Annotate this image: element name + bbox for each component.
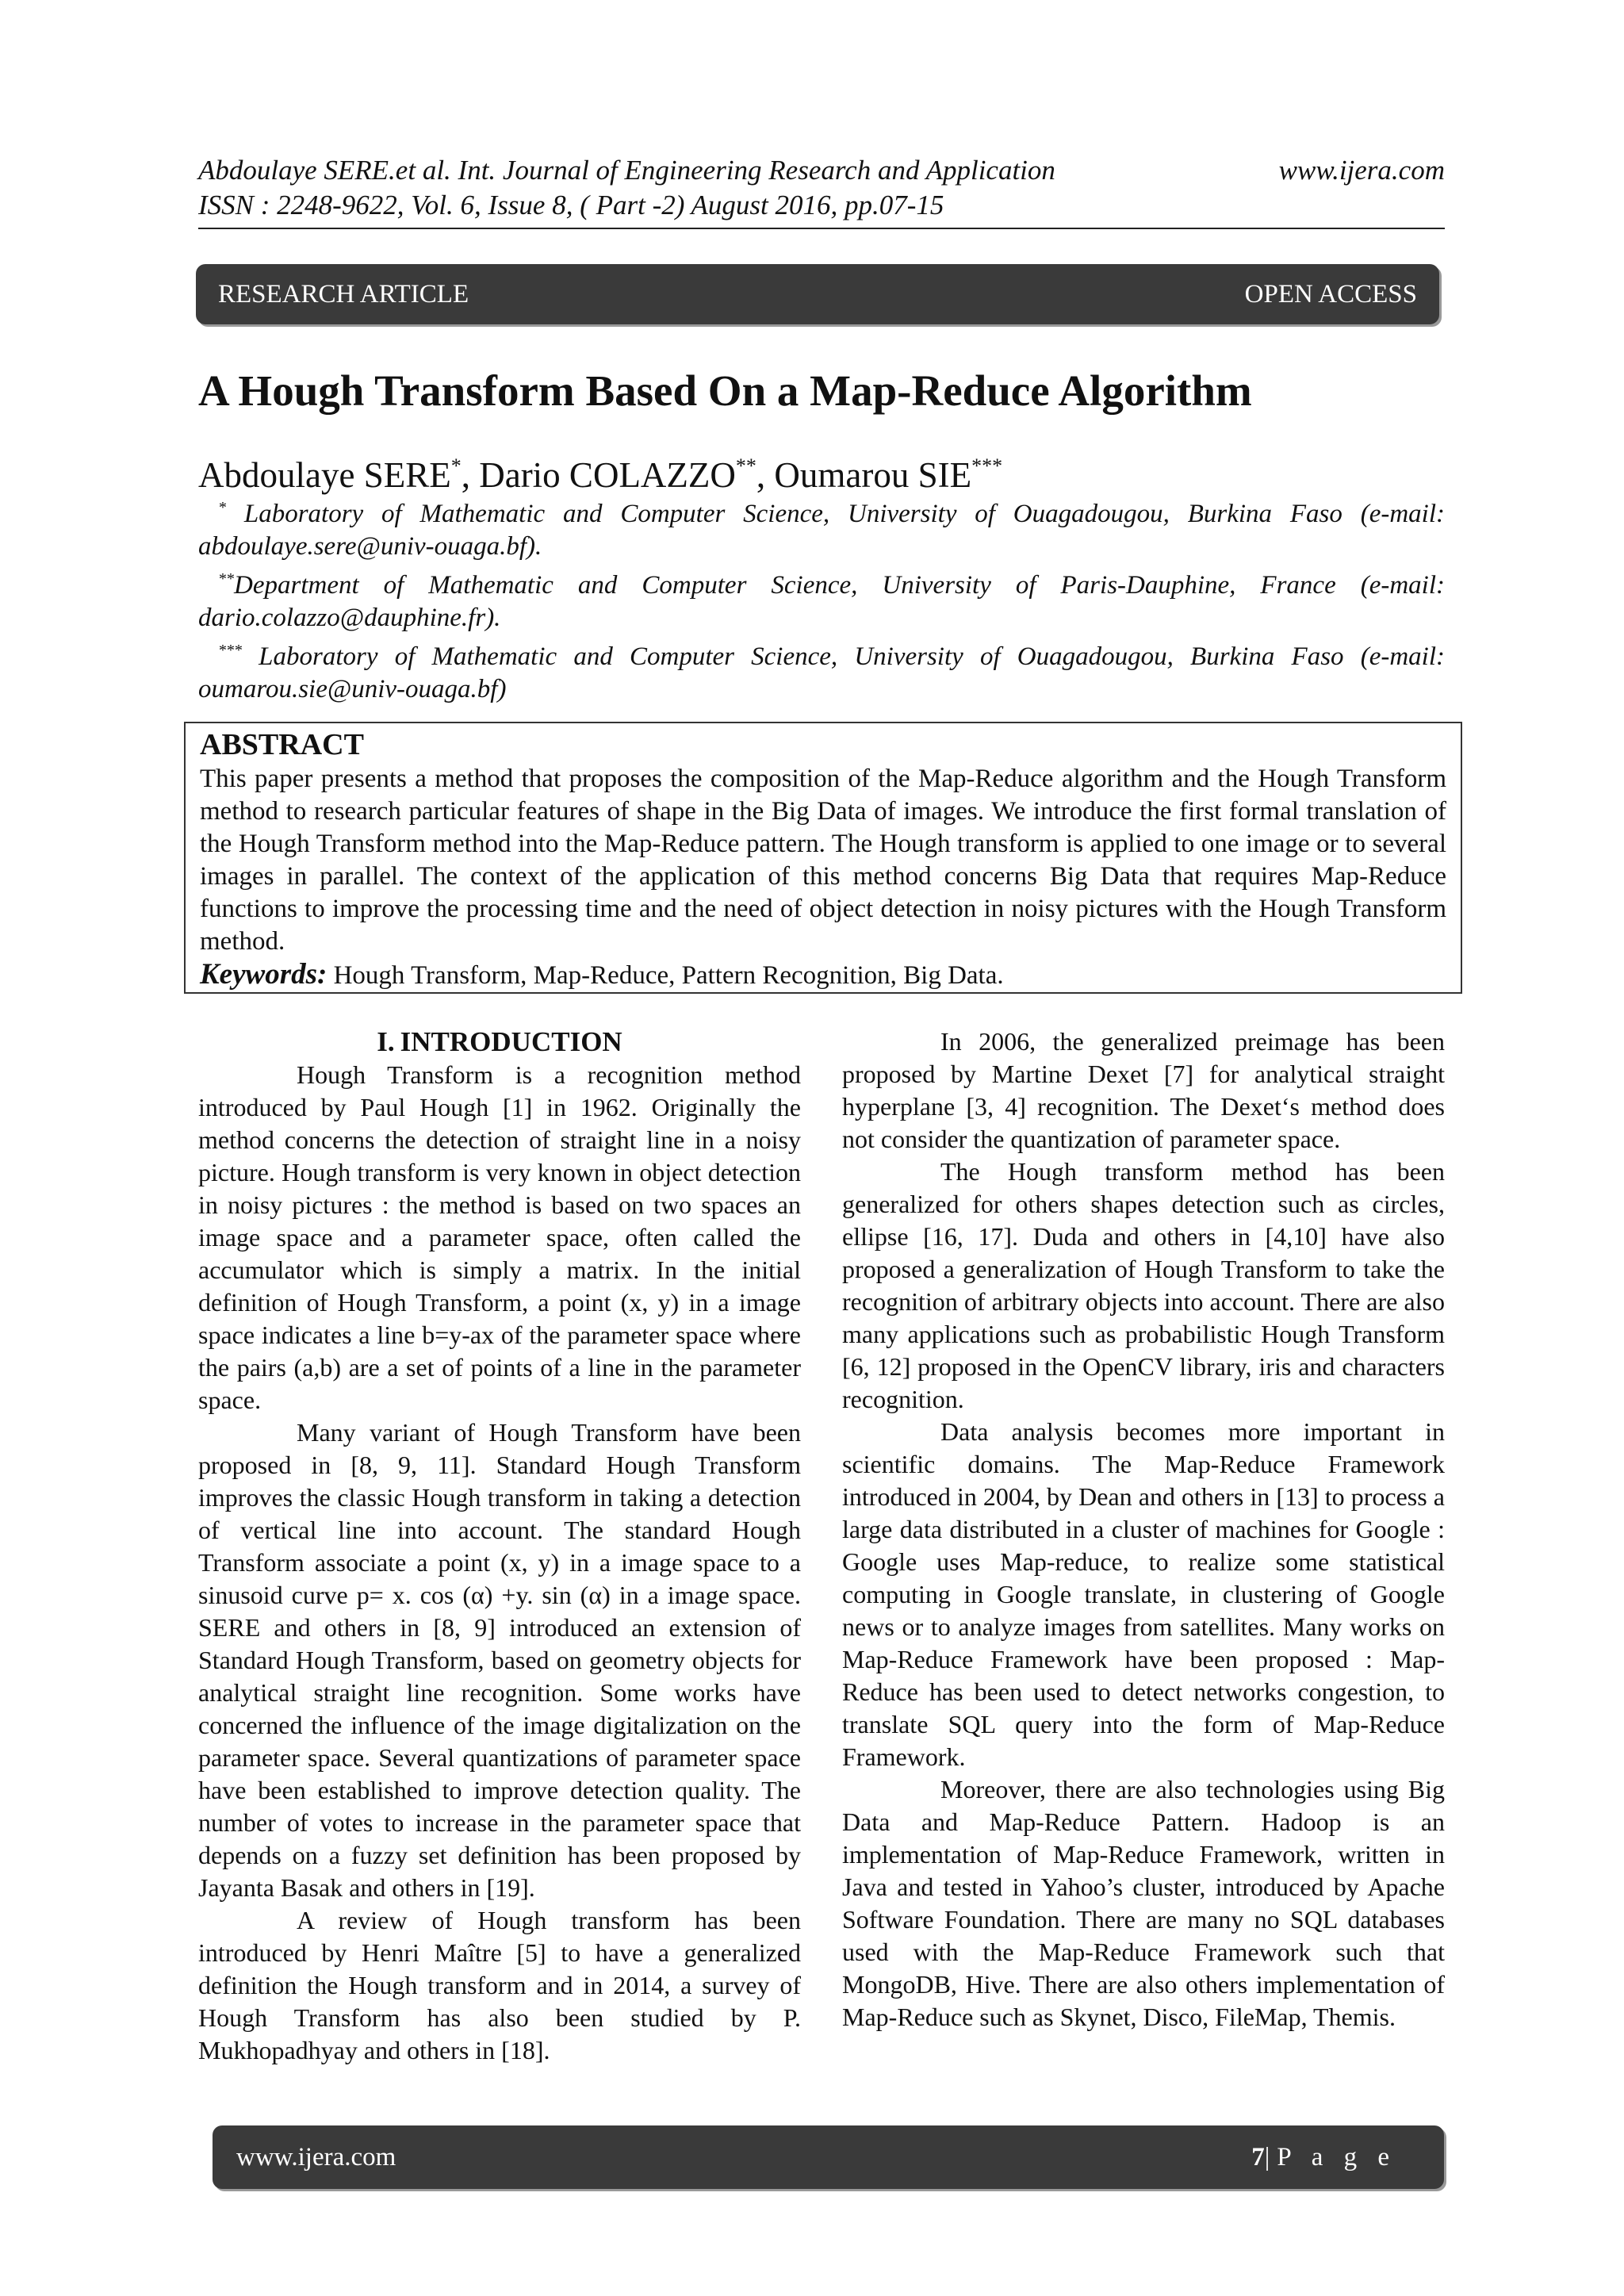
affiliation-text: Department of Mathematic and Computer Science, University of Paris-Dauphine, France (e-mail: dario.colazzo@dauphine.fr). — [198, 571, 1445, 632]
author-separator: , — [461, 455, 480, 495]
author-mark: ** — [735, 454, 756, 477]
paper-title: A Hough Transform Based On a Map-Reduce Algorithm — [198, 366, 1252, 415]
affiliation-text: Laboratory of Mathematic and Computer Science, University of Ouagadougou, Burkina Faso (e-mail: abdoulaye.sere@univ-ouaga.bf). — [198, 500, 1445, 561]
article-type-bar — [196, 264, 1439, 324]
research-article-label: RESEARCH ARTICLE — [218, 279, 469, 309]
affiliation — [198, 634, 1445, 706]
affiliation-mark: ** — [218, 570, 234, 588]
author-mark: * — [450, 454, 462, 477]
keywords-label: Keywords: — [200, 958, 327, 991]
affiliation-mark: * — [218, 499, 226, 516]
affiliation-mark: *** — [218, 642, 242, 659]
keywords — [200, 958, 1446, 992]
open-access-label: OPEN ACCESS — [1244, 279, 1417, 309]
abstract-box — [184, 722, 1462, 994]
keywords-text: Hough Transform, Map-Reduce, Pattern Recognition, Big Data. — [327, 961, 1004, 990]
left-column — [198, 1025, 801, 2067]
body-paragraph: The Hough transform method has been generalized for others shapes detection such as circles, ellipse [16, 17]. Duda and others in [4,10] have also proposed a generalization of Hough Transform to take the recognition of arbitrary objects into account. There are also many applications such as probabilistic Hough Transform [6, 12] proposed in the OpenCV library, iris and characters recognition. — [842, 1157, 1445, 1413]
author-name: Dario COLAZZO — [479, 455, 736, 495]
author-separator: , — [756, 455, 775, 495]
body-paragraph: Hough Transform is a recognition method introduced by Paul Hough [1] in 1962. Originally the method concerns the detection of straight line in a noisy picture. Hough transform is very known in object detection in noisy pictures : the method is based on two spaces an image space and a parameter space, often called the accumulator which is simply a matrix. In the initial definition of Hough Transform, a point (x, y) in a image space indicates a line b=y-ax of the parameter space where the pairs (a,b) are a set of points of a line in the parameter space. — [198, 1060, 801, 1414]
affiliation — [198, 563, 1445, 634]
journal-header — [198, 153, 1445, 223]
abstract-text: This paper presents a method that proposes the composition of the Map-Reduce algorithm and the Hough Transform method to research particular features of shape in the Big Data of images. We introduce the first formal translation of the Hough Transform method into the Map-Reduce pattern. The Hough transform is applied to one image or to several images in parallel. The context of the application of this method concerns Big Data that requires Map-Reduce functions to improve the processing time and the need of object detection in noisy pictures with the Hough Transform method. — [200, 765, 1446, 956]
author-name: Oumarou SIE — [774, 455, 972, 495]
body-paragraph: Moreover, there are also technologies using Big Data and Map-Reduce Pattern. Hadoop is an implementation of Map-Reduce Framework, written in Java and tested in Yahoo’s cluster, introduced by Apache Software Foundation. There are many no SQL databases used with the Map-Reduce Framework such that MongoDB, Hive. There are also others implementation of Map-Reduce such as Skynet, Disco, FileMap, Themis. — [842, 1775, 1445, 2031]
right-column — [842, 1025, 1445, 2033]
journal-website[interactable]: www.ijera.com — [1278, 155, 1445, 186]
page-number-value: 7 — [1251, 2142, 1265, 2171]
footer-bar — [213, 2125, 1444, 2189]
author-name: Abdoulaye SERE — [198, 455, 451, 495]
header-divider — [198, 228, 1445, 229]
body-paragraph: A review of Hough transform has been introduced by Henri Maître [5] to have a generalized definition the Hough transform and in 2014, a survey of Hough Transform has also been studied by P. Mukhopadhyay and others in [18]. — [198, 1906, 801, 2064]
footer-website[interactable]: www.ijera.com — [236, 2142, 396, 2171]
page-number — [1251, 2143, 1396, 2172]
author-mark: *** — [971, 454, 1003, 477]
journal-citation: Abdoulaye SERE.et al. Int. Journal of Engineering Research and Application — [198, 155, 1055, 186]
affiliation — [198, 492, 1445, 563]
journal-issn: ISSN : 2248-9622, Vol. 6, Issue 8, ( Part -2) August 2016, pp.07-15 — [198, 190, 944, 220]
affiliation-text: Laboratory of Mathematic and Computer Science, University of Ouagadougou, Burkina Faso (e-mail: oumarou.sie@univ-ouaga.bf) — [198, 642, 1445, 703]
affiliation-list — [198, 492, 1445, 706]
page-label: |P a g e — [1264, 2142, 1396, 2171]
body-paragraph: In 2006, the generalized preimage has been proposed by Martine Dexet [7] for analytical straight hyperplane [3, 4] recognition. The Dexet‘s method does not consider the quantization of parameter space. — [842, 1027, 1445, 1153]
author-list — [198, 444, 1002, 497]
body-paragraph: Data analysis becomes more important in scientific domains. The Map-Reduce Framework introduced in 2004, by Dean and others in [13] to process a large data distributed in a cluster of machines for Google : Google uses Map-reduce, to realize some statistical computing in Google translate, in clustering of Google news or to analyze images from satellites. Many works on Map-Reduce Framework have been proposed : Map-Reduce has been used to detect networks congestion, to translate SQL query into the form of Map-Reduce Framework. — [842, 1417, 1445, 1771]
section-heading: I. INTRODUCTION — [377, 1026, 622, 1057]
body-paragraph: Many variant of Hough Transform have been proposed in [8, 9, 11]. Standard Hough Transform improves the classic Hough transform in taking a detection of vertical line into account. The standard Hough Transform associate a point (x, y) in a image space to a sinusoid curve p= x. cos (α) +y. sin (α) in a image space. SERE and others in [8, 9] introduced an extension of Standard Hough Transform, based on geometry objects for analytical straight line recognition. Some works have concerned the influence of the image digitalization on the parameter space. Several quantizations of parameter space have been established to improve detection quality. The number of votes to increase in the parameter space that depends on a fuzzy set definition has been proposed by Jayanta Basak and others in [19]. — [198, 1418, 801, 1902]
abstract-heading: ABSTRACT — [200, 728, 364, 761]
